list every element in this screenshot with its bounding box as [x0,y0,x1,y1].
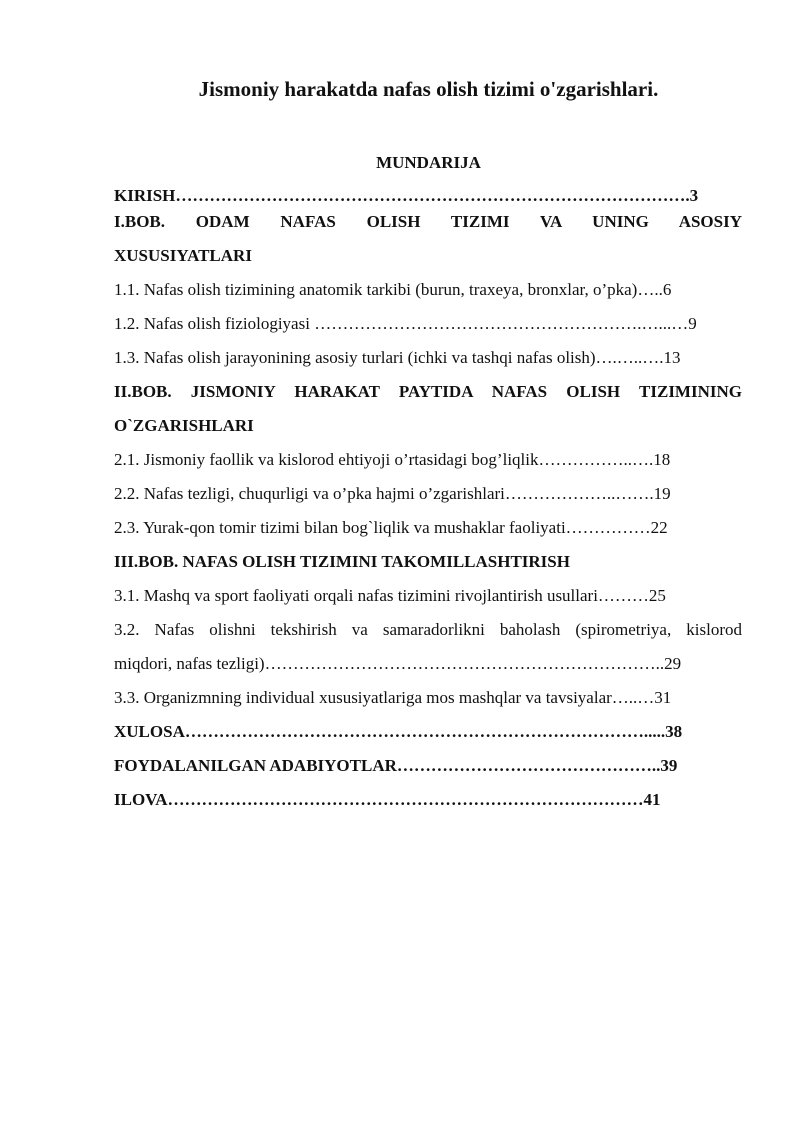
toc-chapter-3: III.BOB. NAFAS OLISH TIZIMINI TAKOMILLASHTIRISH [114,552,570,571]
toc-chapter-1-line-1: I.BOB. ODAM NAFAS OLISH TIZIMI VA UNING ASOSIY [114,212,742,231]
toc-entry-1-2: 1.2. Nafas olish fiziologiyasi ………………………………………………….…...…9 [114,314,697,333]
toc-chapter-2-line-2: O`ZGARISHLARI [114,416,254,435]
toc-entry-3-2-line-1: 3.2. Nafas olishni tekshirish va samaradorlikni baholash (spirometriya, kislorod [114,620,742,639]
document-title: Jismoniy harakatda nafas olish tizimi o'zgarishlari. [198,77,659,101]
toc-entry-xulosa: XULOSA……………………………………………………………………….....38 [114,722,683,741]
toc-entry-ilova: ILOVA…………………………………………………………………………41 [114,790,661,809]
toc-entry-3-1: 3.1. Mashq va sport faoliyati orqali nafas tizimini rivojlantirish usullari………25 [114,586,666,605]
toc-entry-adabiyotlar: FOYDALANILGAN ADABIYOTLAR………………………………………..39 [114,756,678,775]
toc-chapter-1-line-2: XUSUSIYATLARI [114,246,252,265]
table-of-contents [114,183,742,813]
toc-entry-3-2-line-2: miqdori, nafas tezligi)……………………………………………………………..29 [114,654,682,673]
toc-entry-2-1: 2.1. Jismoniy faollik va kislorod ehtiyoji o’rtasidagi bog’liqlik……………..….18 [114,450,671,469]
toc-entry-2-3: 2.3. Yurak-qon tomir tizimi bilan bog`liqlik va mushaklar faoliyati……………22 [114,518,668,537]
toc-chapter-2-line-1: II.BOB. JISMONIY HARAKAT PAYTIDA NAFAS OLISH TIZIMINING [114,382,742,401]
toc-entry-kirish: KIRISH……………………………………………………………………………….3 [114,186,699,205]
toc-entry-2-2: 2.2. Nafas tezligi, chuqurligi va o’pka hajmi o’zgarishlari………………..…….19 [114,484,671,503]
toc-entry-1-1: 1.1. Nafas olish tizimining anatomik tarkibi (burun, traxeya, bronxlar, o’pka)…..6 [114,280,672,299]
toc-entry-3-3: 3.3. Organizmning individual xususiyatlariga mos mashqlar va tavsiyalar…..…31 [114,688,672,707]
toc-heading: MUNDARIJA [376,153,481,172]
toc-entry-1-3: 1.3. Nafas olish jarayonining asosiy turlari (ichki va tashqi nafas olish)….…..….13 [114,348,681,367]
